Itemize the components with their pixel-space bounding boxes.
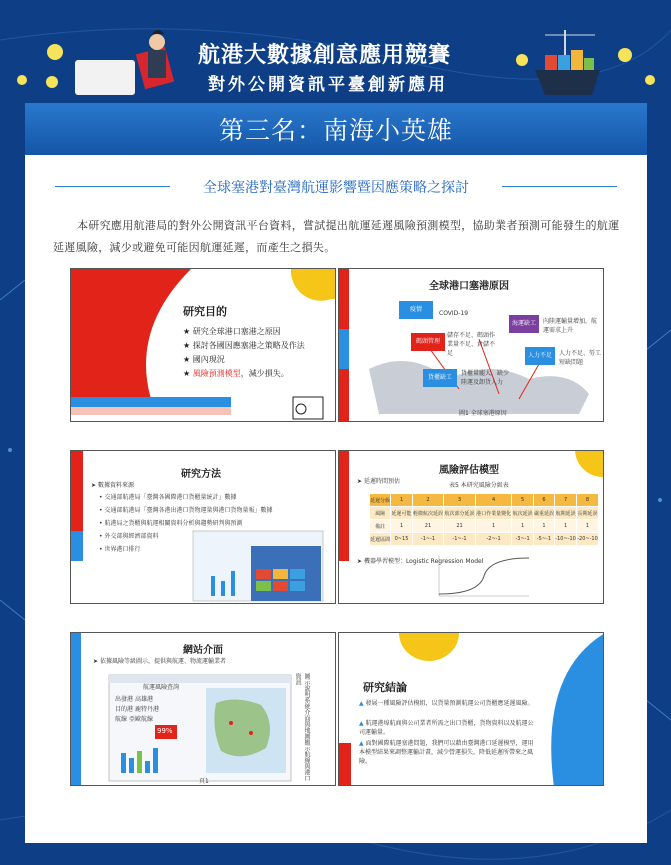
slide-title: 研究目的 (183, 305, 227, 318)
slide-bullet: ★ 風險預測模型，減少損失。 (183, 369, 289, 378)
table-title: 表5 本研究風險分級表 (449, 482, 509, 489)
table-row: 風險 延遲可能 輕微航次延誤 航次部分延誤 港口作業量變化 航次延誤 嚴重延誤 航期延誤 長期延誤 (370, 507, 599, 520)
slide-bullet: ★ 研究全球港口塞港之原因 (183, 327, 281, 336)
project-title: 全球塞港對臺灣航運影響暨因應策略之探討 (203, 180, 469, 196)
container-ship-icon (535, 30, 600, 95)
table-row: 備註 1 21 21 1 1 1 1 1 (370, 520, 599, 533)
competition-subtitle: 對外公開資訊平臺創新應用 (208, 75, 448, 95)
conclusion-point: ▲ 發展一種風險評估模組，以貨量預測航運公司貨櫃應延遲風險。 (359, 700, 534, 707)
form-field: 航線 亞歐航線 (115, 716, 153, 723)
risk-score: 99% (157, 727, 173, 735)
table-row: 延遲區間 0~15 -1~-1 -1~-1 -2~-1 -3~-1 -5~-1 -10~-10 -20~-10 (370, 533, 599, 546)
form-field: 目的港 鹿特丹港 (115, 706, 159, 713)
page-number: 頁1 (199, 778, 209, 785)
slide-risk-model (338, 450, 604, 604)
cause-box: 碼頭管理 (411, 333, 445, 351)
slide-research-purpose (70, 268, 336, 422)
slide-conclusion (338, 632, 604, 786)
conclusion-point: ▲ 航運港埠航商與公司業者所需之出口貨櫃，貨物資料以及航運公司運輸量。 (359, 720, 534, 736)
slide-congestion-causes (338, 268, 604, 422)
slide-title: 網站介面 (183, 645, 223, 656)
cause-box: 人力不足 (525, 347, 555, 365)
slide-research-method (70, 450, 336, 604)
slide-lead: ➤ 延遲時間預估 (357, 478, 400, 485)
slide-title: 研究結論 (363, 681, 407, 694)
slide-item: • 外交部與經濟部資料 (99, 533, 159, 540)
cause-box: 海運缺工 (509, 315, 539, 333)
form-field: 出發港 高雄港 (115, 696, 153, 703)
lightbulb-icon (17, 44, 63, 88)
slide-lead: ➤ 依據風險等級圖示，提供與航運、物流運輸業者 (93, 658, 226, 665)
slide-item: • 交通部航港局「臺灣各港出港口貨物運量與港口貨物量報」數據 (99, 507, 273, 514)
risk-table (369, 493, 599, 546)
cause-note: 儲存不足、碼頭作業量不足、倉儲不足 (447, 332, 496, 357)
figure-caption: 圖1 全球塞港原因 (459, 410, 507, 417)
form-title: 航運風險查詢 (143, 684, 180, 691)
slide-title: 研究方法 (181, 469, 221, 480)
cause-note: 人力不足、勞工短缺問題 (559, 350, 602, 366)
award-title: 第三名：南海小英雄 (218, 116, 453, 145)
project-description: 本研究應用航港局的對外公開資訊平台資料，嘗試提出航運延遲風險預測模型，協助業者預測可能發生的航運延遲風險，減少或避免可能因航運延遲，而產生之損失。 (53, 219, 620, 254)
project-title-row (55, 175, 617, 199)
table-header-row: 延遲分級 1 2 3 4 5 6 7 8 (370, 494, 599, 507)
slide-item: • 交通部航港局「臺灣各國際港口貨櫃量統計」數據 (99, 494, 237, 501)
conclusion-point: ▲ 面對國際航運塞港問題，我們可以藉由臺灣港口延遲模型，運用本模型結果來調整運輸計畫，減少營運損失，降低延遲所帶來之風險。 (359, 740, 534, 765)
slide-bullet: ★ 國內現況 (183, 355, 225, 364)
person-laptop-icon (75, 30, 174, 95)
slide-item: • 世界港口排行 (99, 546, 141, 553)
competition-header (0, 0, 671, 105)
slide-lead: ➤ 數據資料來源 (91, 482, 134, 489)
award-card (25, 103, 647, 843)
cause-note: 貨櫃量龐大，缺少陸運及卸貨人力 (461, 370, 510, 386)
slide-lead: ➤ 機器學習模型：Logistic Regression Model (357, 558, 484, 565)
slide-title: 風險評估模型 (439, 465, 499, 476)
slide-website-ui (70, 632, 336, 786)
cause-box: 貨櫃缺工 (423, 369, 457, 387)
cause-note: COVID-19 (439, 310, 469, 317)
slide-bullet: ★ 探討各國因應塞港之策略及作法 (183, 341, 305, 350)
competition-title: 航港大數據創意應用競賽 (198, 43, 452, 68)
slide-title: 全球港口塞港原因 (429, 281, 509, 292)
award-banner (25, 103, 647, 155)
slide-item: • 航港局之貨櫃與航運相關資料分析與趨勢研判與預測 (99, 520, 243, 527)
cause-note: 內陸運輸量增加，航運需求上升 (543, 318, 598, 334)
side-note: 圖示說明系統介面與地圖顯示航線與港口資訊 (294, 673, 310, 781)
cause-box: 疫情 (399, 301, 433, 319)
